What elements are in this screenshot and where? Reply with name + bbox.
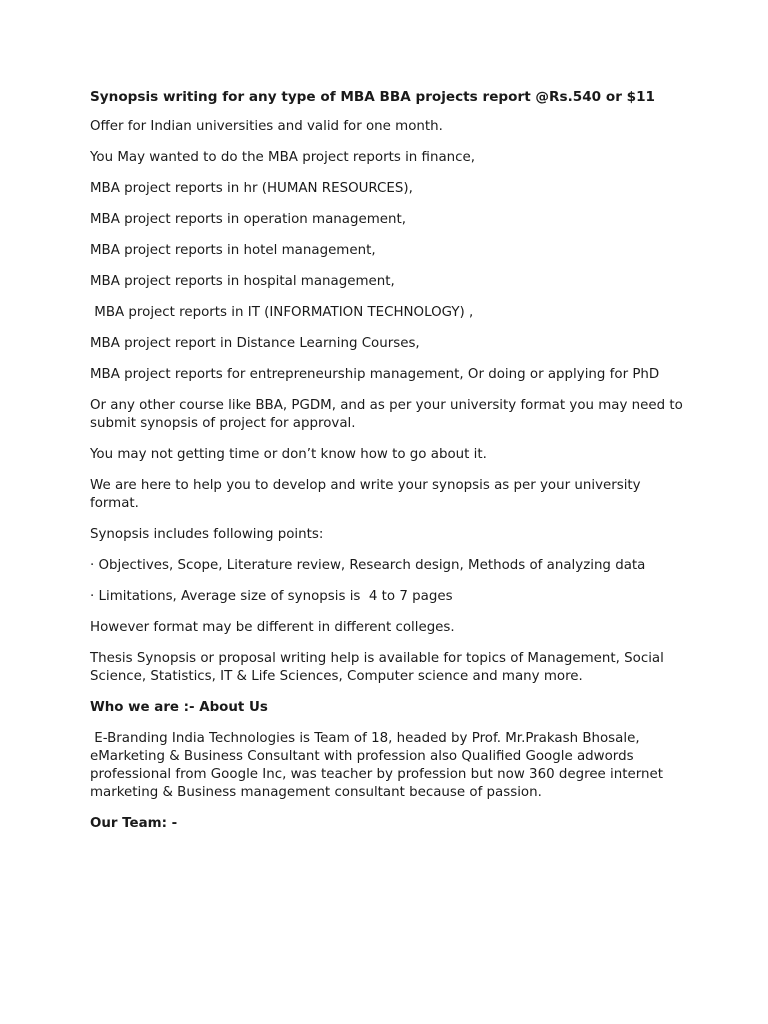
bullet-limitations: · Limitations, Average size of synopsis is 4 to 7 pages xyxy=(90,589,453,604)
about-heading: Who we are :- About Us xyxy=(90,700,268,715)
paragraph-other-courses: Or any other course like BBA, PGDM, and as per your university format you may need to submit synopsis of project for approval. xyxy=(90,398,688,431)
document-title: Synopsis writing for any type of MBA BBA projects report @Rs.540 or $11 xyxy=(90,89,656,105)
paragraph-thesis-help: Thesis Synopsis or proposal writing help is available for topics of Management, Social Science, Statistics, IT & Life Sciences, Computer science and many more. xyxy=(90,651,669,684)
paragraph-operation: MBA project reports in operation management, xyxy=(90,212,406,227)
paragraph-hr: MBA project reports in hr (HUMAN RESOURCES), xyxy=(90,181,413,196)
document-page xyxy=(90,88,690,846)
paragraph-entrepreneurship: MBA project reports for entrepreneurship management, Or doing or applying for PhD xyxy=(90,367,660,382)
paragraph-hospital: MBA project reports in hospital management, xyxy=(90,274,395,289)
paragraph-it: MBA project reports in IT (INFORMATION TECHNOLOGY) , xyxy=(90,305,474,320)
about-text: E-Branding India Technologies is Team of 18, headed by Prof. Mr.Prakash Bhosale, eMarketing & Business Consultant with profession also Qualified Google adwords professional from Google Inc, was teacher by profession but now 360 degree internet marketing & Business management consultant because of passion. xyxy=(90,731,668,800)
paragraph-help: We are here to help you to develop and write your synopsis as per your university format. xyxy=(90,478,645,511)
paragraph-format: However format may be different in different colleges. xyxy=(90,620,455,635)
team-heading: Our Team: - xyxy=(90,816,178,831)
paragraph-no-time: You may not getting time or don’t know how to go about it. xyxy=(90,447,487,462)
paragraph-hotel: MBA project reports in hotel management, xyxy=(90,243,376,258)
paragraph-points-intro: Synopsis includes following points: xyxy=(90,527,324,542)
paragraph-offer: Offer for Indian universities and valid for one month. xyxy=(90,119,443,134)
bullet-objectives: · Objectives, Scope, Literature review, Research design, Methods of analyzing data xyxy=(90,558,646,573)
paragraph-finance: You May wanted to do the MBA project reports in finance, xyxy=(90,150,475,165)
paragraph-distance-learning: MBA project report in Distance Learning Courses, xyxy=(90,336,420,351)
